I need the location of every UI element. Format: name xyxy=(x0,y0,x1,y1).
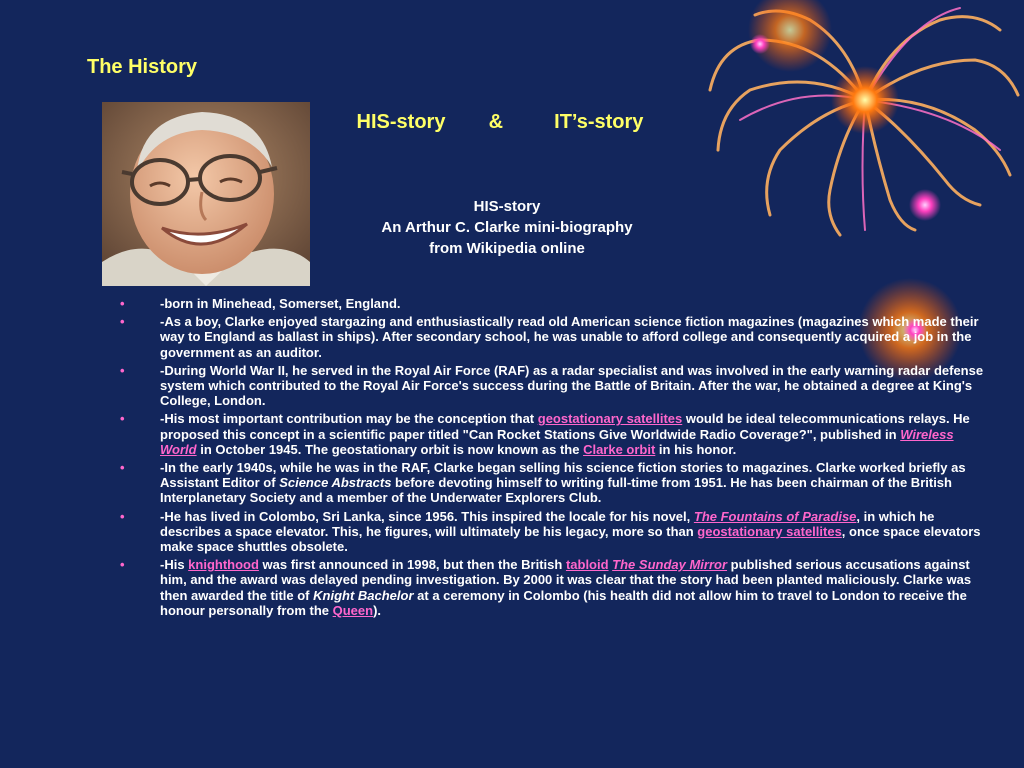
list-item xyxy=(120,509,992,555)
intro-line-2: An Arthur C. Clarke mini-biography xyxy=(381,219,633,236)
bullet-text: -He has lived in Colombo, Sri Lanka, since 1956. This inspired the locale for his novel, xyxy=(160,508,694,524)
bullet-icon: • xyxy=(120,411,125,427)
bullet-text: , once space elevators make space shuttles obsolete. xyxy=(160,523,981,555)
intro-line-1: HIS-story xyxy=(473,198,541,215)
list-item xyxy=(120,296,992,311)
bullet-text: -His most important contribution may be the conception that xyxy=(160,411,538,427)
list-item xyxy=(120,411,992,457)
bullet-icon: • xyxy=(120,508,125,524)
link-wireless-world[interactable]: Wireless World xyxy=(160,426,954,457)
subtitle-ampersand: & xyxy=(488,111,504,133)
bullet-text: at a ceremony in Colombo (his health did not allow him to travel to London to receive the honour personally from the xyxy=(160,587,967,618)
bullet-text: -As a boy, Clarke enjoyed stargazing and enthusiastically read old American science fiction magazines (magazines which made their way to England as ballast in ships). After secondary school, he was unable to afford college and consequently acquired a job in the government as an auditor. xyxy=(160,314,979,360)
subtitle-his-story: HIS-story xyxy=(356,111,446,133)
list-item xyxy=(120,460,992,506)
italic-knight-bachelor: Knight Bachelor xyxy=(313,587,414,603)
bullet-text: before devoting himself to writing full-time from 1951. He has been chairman of the British Interplanetary Society and a member of the Underwater Explorers Club. xyxy=(160,475,952,506)
link-tabloid[interactable]: tabloid xyxy=(565,557,609,573)
subtitle xyxy=(300,111,700,134)
list-item xyxy=(120,314,992,360)
link-geostationary-satellites[interactable]: geostationary satellites xyxy=(697,523,842,539)
link-knighthood[interactable]: knighthood xyxy=(188,557,259,573)
link-sunday-mirror[interactable]: The Sunday Mirror xyxy=(612,557,728,573)
bullet-text: in October 1945. The geostationary orbit is now known as the xyxy=(196,441,584,457)
portrait-photo xyxy=(102,102,310,286)
bullet-text: ). xyxy=(373,602,382,618)
bullet-icon: • xyxy=(120,362,125,378)
list-item xyxy=(120,363,992,409)
bullet-text: -In the early 1940s, while he was in the RAF, Clarke began selling his science fiction stories to magazines. Clarke worked briefly as Assistant Editor of xyxy=(160,460,966,491)
bullet-text: , in which he describes a space elevator. This, he figures, will ultimately be his legacy, more so than xyxy=(160,508,935,539)
bullet-icon: • xyxy=(120,557,125,573)
bullet-text: -His xyxy=(160,557,189,573)
link-clarke-orbit[interactable]: Clarke orbit xyxy=(583,441,656,457)
bullet-text: published serious accusations against him, and the award was delayed pending investigation. By 2000 it was clear that the story had been planted maliciously. Clarke was then awarded the title of xyxy=(160,557,972,603)
slide-title: The History xyxy=(87,56,198,78)
subtitle-its-story: IT’s-story xyxy=(554,111,644,133)
intro-line-3: from Wikipedia online xyxy=(429,240,585,257)
bullet-text: was first announced in 1998, but then the British xyxy=(258,557,566,573)
bullet-text: in his honor. xyxy=(655,441,737,457)
italic-science-abstracts: Science Abstracts xyxy=(279,475,392,491)
link-fountains-of-paradise[interactable]: The Fountains of Paradise xyxy=(693,508,857,524)
biography-list xyxy=(120,296,992,621)
bullet-text: -born in Minehead, Somerset, England. xyxy=(160,296,401,311)
bullet-text: -During World War II, he served in the Royal Air Force (RAF) as a radar specialist and was involved in the early warning radar defense system which contributed to the Royal Air Force's success during the Battle of Britain. After the war, he obtained a degree at King's College, London. xyxy=(160,362,984,409)
intro-heading xyxy=(300,196,714,259)
bullet-icon: • xyxy=(120,460,125,476)
list-item xyxy=(120,557,992,618)
bullet-icon: • xyxy=(120,296,125,311)
link-queen[interactable]: Queen xyxy=(332,602,374,618)
portrait-photo-drawing xyxy=(102,102,310,286)
link-geostationary-satellites[interactable]: geostationary satellites xyxy=(537,411,683,427)
bullet-text: would be ideal telecommunications relays. He proposed this concept in a scientific paper titled "Can Rocket Stations Give Worldwide Radio Coverage?", published in xyxy=(160,411,970,442)
bullet-icon: • xyxy=(120,314,125,330)
